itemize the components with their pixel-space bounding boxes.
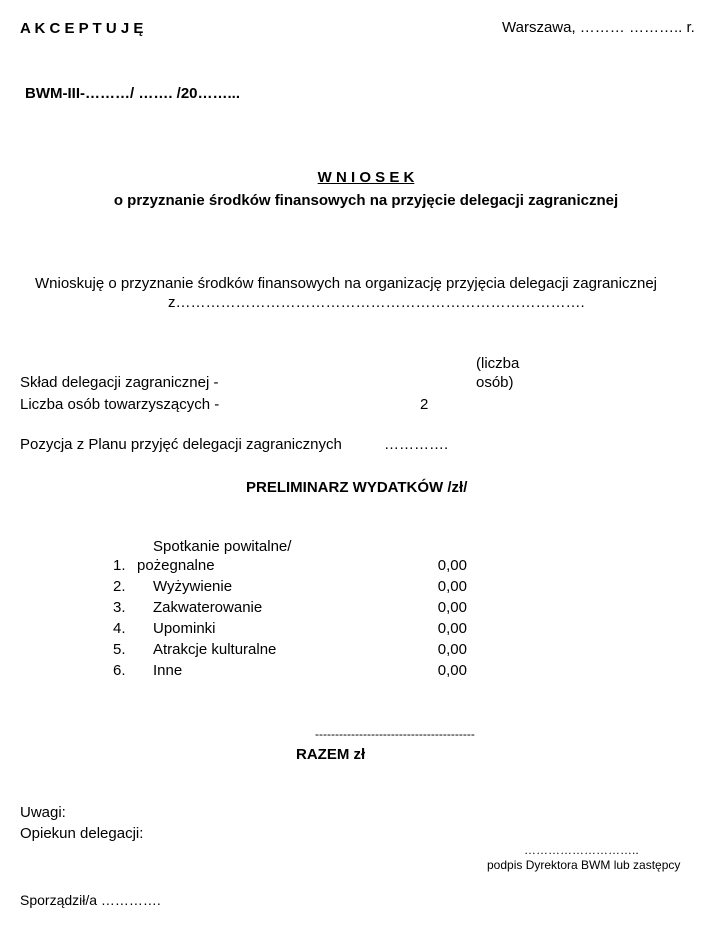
- signature-line: ………………………..: [524, 843, 639, 857]
- opiekun-label: Opiekun delegacji:: [20, 825, 144, 842]
- budget-item-1-label-pre: Spotkanie powitalne/: [153, 538, 292, 555]
- budget-item-6-value: 0,00: [437, 662, 467, 679]
- budget-item-5-label: Atrakcje kulturalne: [153, 641, 277, 658]
- towarzyszace-label: Liczba osób towarzyszących -: [20, 396, 220, 413]
- liczba-note-2: osób): [476, 374, 514, 391]
- document-title: W N I O S E K: [317, 169, 415, 186]
- budget-item-6-num: 6.: [113, 662, 126, 679]
- budget-item-2-label: Wyżywienie: [153, 578, 233, 595]
- budget-item-1-value: 0,00: [437, 557, 467, 574]
- intro-line-1: Wnioskuję o przyznanie środków finansowych na organizację przyjęcia delegacji zagranicznej: [35, 275, 657, 292]
- sklad-label: Skład delegacji zagranicznej -: [20, 374, 219, 391]
- budget-item-2-num: 2.: [113, 578, 126, 595]
- accept-heading: A K C E P T U J Ę: [20, 20, 144, 37]
- budget-item-3-value: 0,00: [437, 599, 467, 616]
- pozycja-value: ………….: [384, 436, 449, 453]
- sporzadzil-label: Sporządził/a ………….: [20, 892, 161, 908]
- budget-item-5-value: 0,00: [437, 641, 467, 658]
- document-subtitle: o przyznanie środków finansowych na przyjęcie delegacji zagranicznej: [113, 192, 619, 209]
- budget-heading: PRELIMINARZ WYDATKÓW /zł/: [246, 479, 468, 496]
- pozycja-label: Pozycja z Planu przyjęć delegacji zagranicznych: [20, 436, 342, 453]
- total-divider: ----------------------------------------: [315, 727, 475, 741]
- budget-item-3-label: Zakwaterowanie: [153, 599, 263, 616]
- budget-item-1-num: 1.: [113, 557, 126, 574]
- budget-item-6-label: Inne: [153, 662, 183, 679]
- budget-item-2-value: 0,00: [437, 578, 467, 595]
- signature-caption: podpis Dyrektora BWM lub zastępcy: [487, 858, 681, 872]
- budget-item-1-label: pożegnalne: [137, 557, 215, 574]
- liczba-note-1: (liczba: [476, 355, 520, 372]
- city-date: Warszawa, ……… ……….. r.: [502, 19, 695, 36]
- budget-item-4-num: 4.: [113, 620, 126, 637]
- budget-item-5-num: 5.: [113, 641, 126, 658]
- intro-line-2: z……………………………………………………………………….: [168, 294, 585, 311]
- uwagi-label: Uwagi:: [20, 804, 66, 821]
- budget-item-3-num: 3.: [113, 599, 126, 616]
- total-label: RAZEM zł: [296, 746, 366, 763]
- budget-item-4-label: Upominki: [153, 620, 216, 637]
- towarzyszace-value: 2: [420, 396, 429, 413]
- budget-item-4-value: 0,00: [437, 620, 467, 637]
- reference-number: BWM-III-………/ ……. /20……...: [25, 85, 241, 102]
